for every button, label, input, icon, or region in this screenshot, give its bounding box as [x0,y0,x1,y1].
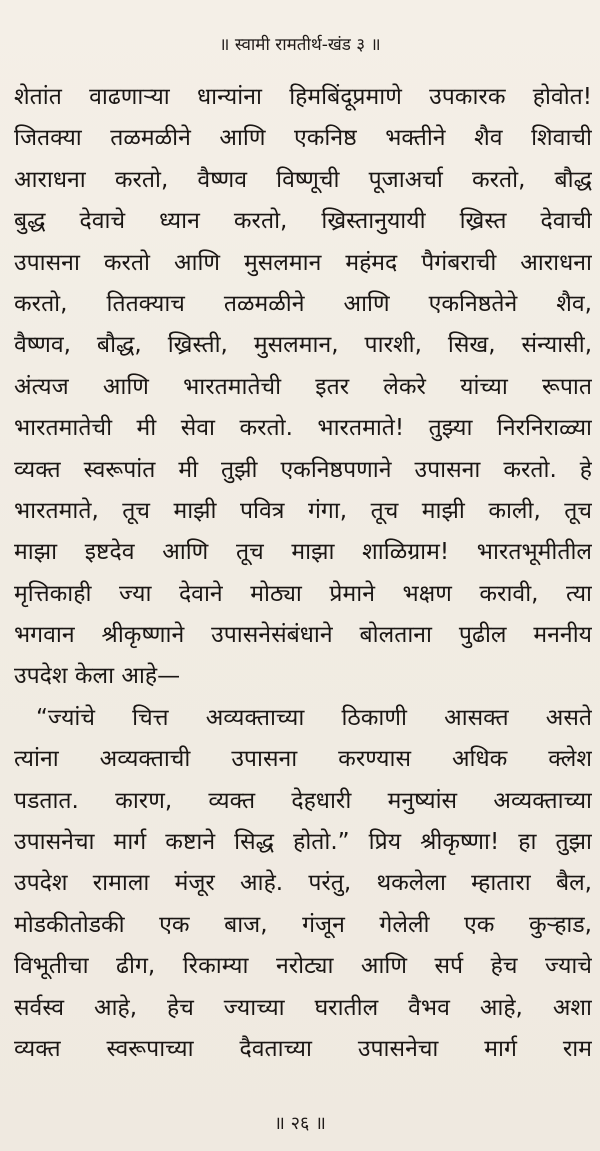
text-line: अंत्यज आणि भारतमातेची इतर लेकरे यांच्या रूपात [14,373,592,400]
text-line: उपासना करतो आणि मुसलमान महंमद पैगंबराची आराधना [14,249,592,276]
text-line: मोडकीतोडकी एक बाज, गंजून गेलेली एक कुऱ्हाड, [14,911,592,938]
page-number: ॥ २६ ॥ [274,1113,326,1134]
text-line: जितक्या तळमळीने आणि एकनिष्ठ भक्तीने शैव शिवाची [14,125,592,152]
text-line: त्यांना अव्यक्ताची उपासना करण्यास अधिक क्लेश [14,746,592,773]
paragraph-last-line: उपदेश केला आहे— [14,663,181,690]
quote-first-line: “ज्यांचे चित्त अव्यक्ताच्या ठिकाणी आसक्त असते [36,704,592,731]
text-line: उपदेश रामाला मंजूर आहे. परंतु, थकलेला म्हातारा बैल, [14,870,592,897]
text-line: विभूतीचा ढीग, रिकाम्या नरोट्या आणि सर्प हेच ज्याचे [14,953,592,980]
text-line: आराधना करतो, वैष्णव विष्णूची पूजाअर्चा करतो, बौद्ध [14,166,592,193]
text-line: भारतमातेची मी सेवा करतो. भारतमाते! तुझ्या निरनिराळ्या [14,415,592,442]
text-line: व्यक्त स्वरूपाच्या दैवताच्या उपासनेचा मार्ग राम [14,1035,592,1062]
body-text [14,77,592,1070]
text-line: व्यक्त स्वरूपांत मी तुझी एकनिष्ठपणाने उपासना करतो. हे [14,456,592,483]
text-line: मृत्तिकाही ज्या देवाने मोठ्या प्रेमाने भक्षण करावी, त्या [14,580,592,607]
text-line: करतो, तितक्याच तळमळीने आणि एकनिष्ठतेने शैव, [14,290,592,317]
text-line: भगवान श्रीकृष्णाने उपासनेसंबंधाने बोलताना पुढील मननीय [14,622,592,649]
text-line: बुद्ध देवाचे ध्यान करतो, ख्रिस्तानुयायी ख्रिस्त देवाची [14,208,592,235]
text-line: शेतांत वाढणाऱ्या धान्यांना हिमबिंदूप्रमाणे उपकारक होवोत! [14,84,592,110]
text-line: उपासनेचा मार्ग कष्टाने सिद्ध होतो.” प्रिय श्रीकृष्णा! हा तुझा [14,829,592,856]
text-line: पडतात. कारण, व्यक्त देहधारी मनुष्यांस अव्यक्ताच्या [14,787,592,814]
text-line: माझा इष्टदेव आणि तूच माझा शाळिग्राम! भारतभूमीतील [14,539,592,566]
text-line: वैष्णव, बौद्ध, ख्रिस्ती, मुसलमान, पारशी, सिख, संन्यासी, [14,332,592,359]
running-header: ॥ स्वामी रामतीर्थ-खंड ३ ॥ [219,35,381,55]
text-line: सर्वस्व आहे, हेच ज्याच्या घरातील वैभव आहे, अशा [14,994,592,1021]
text-line: भारतमाते, तूच माझी पवित्र गंगा, तूच माझी काली, तूच [14,497,592,524]
